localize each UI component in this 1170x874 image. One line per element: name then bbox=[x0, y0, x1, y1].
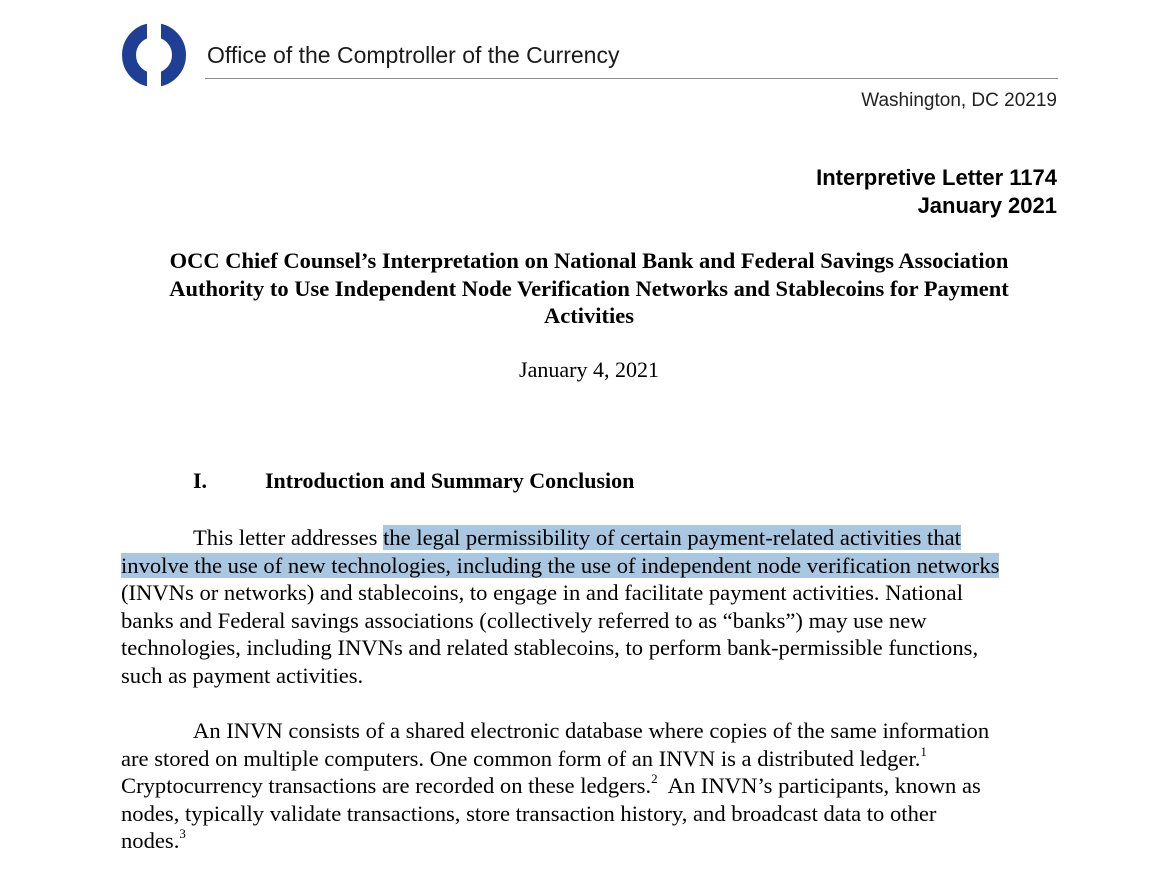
paragraph-line[interactable] bbox=[121, 827, 1061, 855]
footnote-ref[interactable]: 2 bbox=[651, 771, 658, 786]
title-line: OCC Chief Counsel’s Interpretation on National Bank and Federal Savings Association bbox=[169, 248, 1009, 273]
text-span[interactable]: Cryptocurrency transactions are recorded on these ledgers. bbox=[121, 773, 652, 798]
text-span[interactable]: are stored on multiple computers. One common form of an INVN is a distributed ledger. bbox=[121, 745, 921, 771]
selected-text[interactable]: the legal permissibility of certain payment-related activities that bbox=[383, 525, 961, 550]
title-line: Activities bbox=[544, 303, 634, 328]
document-title bbox=[120, 247, 1058, 330]
paragraph-line[interactable] bbox=[121, 524, 1061, 552]
paragraph-line[interactable]: (INVNs or networks) and stablecoins, to engage in and facilitate payment activities. National bbox=[121, 580, 963, 605]
occ-logo-icon bbox=[120, 20, 188, 90]
paragraph-line[interactable] bbox=[121, 772, 1061, 800]
paragraph-line[interactable]: nodes, typically validate transactions, store transaction history, and broadcast data to other bbox=[121, 800, 937, 826]
letter-date: January 2021 bbox=[917, 193, 1057, 218]
letter-number: Interpretive Letter 1174 bbox=[816, 165, 1057, 190]
agency-name: Office of the Comptroller of the Currency bbox=[207, 42, 620, 68]
section-title: Introduction and Summary Conclusion bbox=[265, 468, 635, 493]
paragraph-line[interactable] bbox=[121, 745, 1061, 773]
agency-address: Washington, DC 20219 bbox=[861, 90, 1057, 111]
footnote-ref[interactable]: 3 bbox=[179, 826, 186, 841]
header-rule bbox=[205, 78, 1058, 79]
paragraph-line[interactable] bbox=[121, 552, 1061, 580]
footnote-ref[interactable]: 1 bbox=[920, 743, 927, 759]
paragraph-line[interactable]: such as payment activities. bbox=[121, 662, 364, 688]
paragraph-line[interactable]: technologies, including INVNs and related stablecoins, to perform bank-permissible functions, bbox=[121, 635, 979, 660]
text-span[interactable]: This letter addresses bbox=[193, 525, 384, 550]
text-span[interactable]: nodes. bbox=[121, 828, 180, 853]
selected-text[interactable]: involve the use of new technologies, including the use of independent node verification networks bbox=[121, 552, 1000, 578]
title-line: Authority to Use Independent Node Verification Networks and Stablecoins for Payment bbox=[169, 275, 1009, 301]
paragraph-line[interactable]: An INVN consists of a shared electronic database where copies of the same information bbox=[193, 718, 990, 743]
text-span[interactable]: An INVN’s participants, known as bbox=[657, 773, 981, 798]
paragraph-intro[interactable] bbox=[121, 524, 1061, 689]
paragraph-invn[interactable] bbox=[121, 717, 1061, 855]
section-number: I. bbox=[193, 468, 208, 493]
document-date: January 4, 2021 bbox=[519, 357, 659, 382]
paragraph-line[interactable]: banks and Federal savings associations (collectively referred to as “banks”) may use new bbox=[121, 607, 927, 633]
